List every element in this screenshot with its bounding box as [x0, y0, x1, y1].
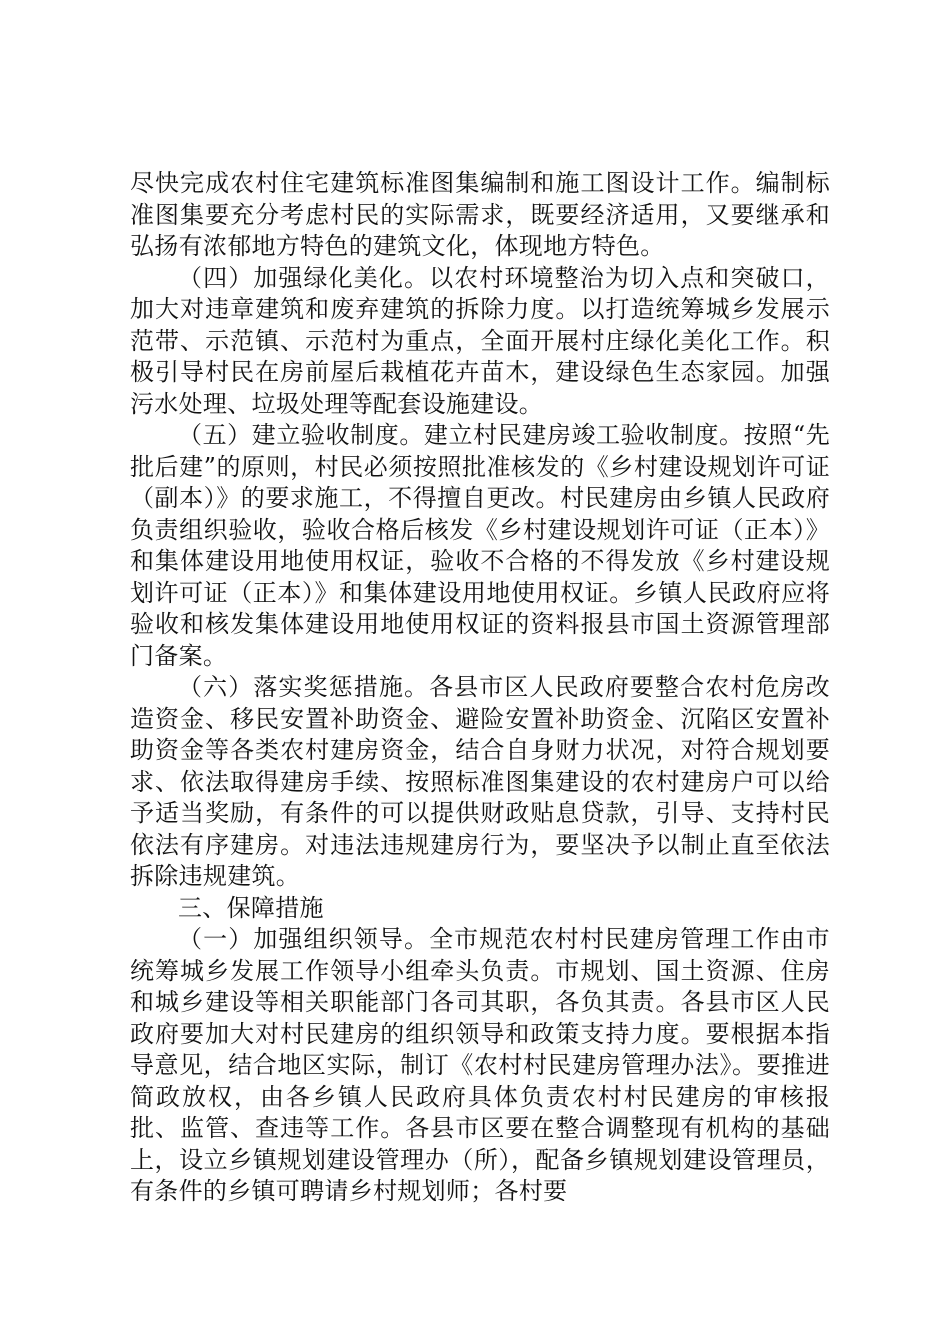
paragraph-rewards-penalties: （六）落实奖惩措施。各县市区人民政府要整合农村危房改造资金、移民安置补助资金、避险安置补助资金、沉陷区安置补助资金等各类农村建房资金，结合自身财力状况，对符合规划要求、依法取得建房手续、按照标准图集建设的农村建房户可以给予适当奖励，有条件的可以提供财政贴息贷款，引导、支持村民依法有序建房。对违法违规建房行为，要坚决予以制止直至依法拆除违规建筑。 — [130, 673, 830, 890]
paragraph-standard-atlas: 尽快完成农村住宅建筑标准图集编制和施工图设计工作。编制标准图集要充分考虑村民的实际需求，既要经济适用，又要继承和弘扬有浓郁地方特色的建筑文化，体现地方特色。 — [130, 169, 830, 260]
paragraph-organization-leadership: （一）加强组织领导。全市规范农村村民建房管理工作由市统筹城乡发展工作领导小组牵头负责。市规划、国土资源、住房和城乡建设等相关职能部门各司其职，各负其责。各县市区人民政府要加大对村民建房的组织领导和政策支持力度。要根据本指导意见，结合地区实际，制订《农村村民建房管理办法》。要推进简政放权，由各乡镇人民政府具体负责农村村民建房的审核报批、监管、查违等工作。各县市区要在整合调整现有机构的基础上，设立乡镇规划建设管理办（所），配备乡镇规划建设管理员，有条件的乡镇可聘请乡村规划师；各村要 — [130, 925, 830, 1205]
document-body — [130, 168, 830, 1208]
paragraph-acceptance-system: （五）建立验收制度。建立村民建房竣工验收制度。按照“先批后建”的原则，村民必须按照批准核发的《乡村建设规划许可证（副本）》的要求施工，不得擅自更改。村民建房由乡镇人民政府负责组织验收，验收合格后核发《乡村建设规划许可证（正本）》和集体建设用地使用权证，验收不合格的不得发放《乡村建设规划许可证（正本）》和集体建设用地使用权证。乡镇人民政府应将验收和核发集体建设用地使用权证的资料报县市国土资源管理部门备案。 — [130, 421, 830, 670]
section-heading-safeguards: 三、保障措施 — [178, 893, 324, 922]
paragraph-greening: （四）加强绿化美化。以农村环境整治为切入点和突破口，加大对违章建筑和废弃建筑的拆除力度。以打造统筹城乡发展示范带、示范镇、示范村为重点，全面开展村庄绿化美化工作。积极引导村民在房前屋后栽植花卉苗木，建设绿色生态家园。加强污水处理、垃圾处理等配套设施建设。 — [130, 263, 830, 418]
